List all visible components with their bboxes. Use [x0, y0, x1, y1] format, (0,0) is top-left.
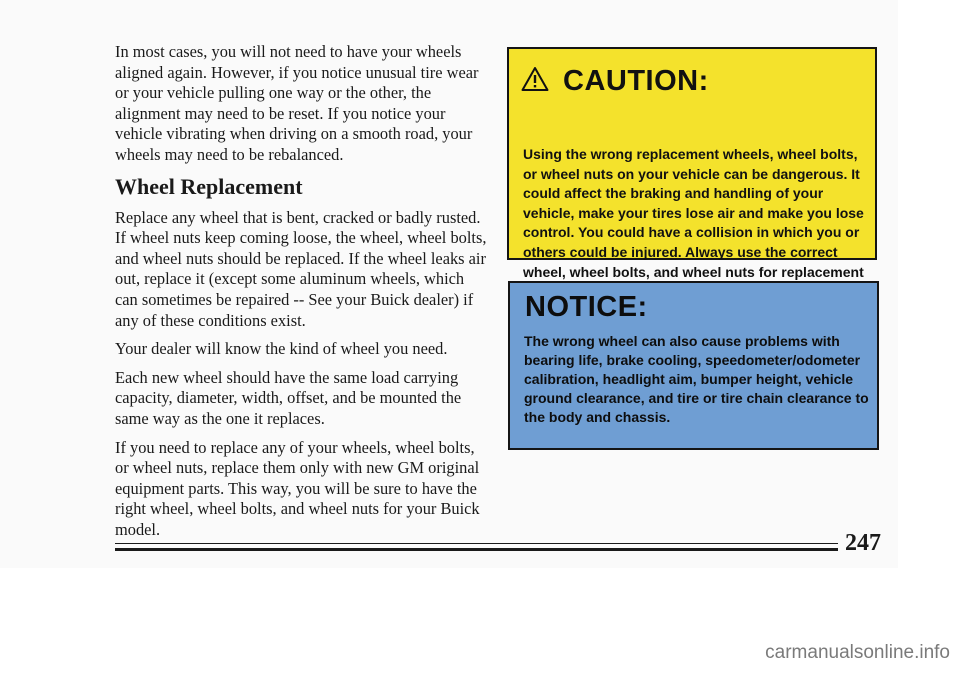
watermark: carmanualsonline.info [765, 642, 950, 663]
body-paragraph-1: Replace any wheel that is bent, cracked or badly rusted. If wheel nuts keep coming loose, the wheel, wheel bolts, and wheel nuts should be replaced. If the wheel leaks air out, replace it (except some aluminum wheels, which can sometimes be repaired -- See your Buick dealer) if any of these conditions exist. [115, 207, 487, 330]
body-paragraph-3: Each new wheel should have the same load carrying capacity, diameter, width, offset, and be mounted the same way as the one it replaces. [115, 367, 462, 428]
warning-triangle-icon [521, 66, 549, 97]
left-column [115, 42, 490, 548]
page-number: 247 [845, 530, 881, 556]
caution-title: CAUTION: [563, 65, 709, 97]
footer-rule-thick [115, 548, 838, 551]
body-paragraph-2: Your dealer will know the kind of wheel you need. [115, 339, 448, 359]
caution-box [507, 47, 877, 280]
footer-rule-thin [115, 543, 838, 544]
notice-title: NOTICE: [525, 291, 648, 323]
intro-paragraph: In most cases, you will not need to have your wheels aligned again. However, if you notice unusual tire wear or your vehicle pulling one way or the other, the alignment may need to be reset. If you notice your vehicle vibrating when driving on a smooth road, your wheels may need to be rebalanced. [115, 42, 479, 164]
notice-body: The wrong wheel can also cause problems with bearing life, brake cooling, speedometer/odometer calibration, headlight aim, bumper height, vehicle ground clearance, and tire or tire chain clearance to the body and chassis. [524, 333, 869, 425]
notice-box [508, 281, 879, 450]
body-paragraph-4: If you need to replace any of your wheels, wheel bolts, or wheel nuts, replace them only with new GM original equipment parts. This way, you will be sure to have the right wheel, wheel bolts, and wheel nuts for your Buick model. [115, 437, 480, 539]
caution-body: Using the wrong replacement wheels, wheel bolts, or wheel nuts on your vehicle can be dangerous. It could affect the braking and handling of your vehicle, make your tires lose air and make you lose control. You could have a collision in which you or others could be injured. Always use the correct wheel, wheel bolts, and wheel nuts for replacement [523, 146, 864, 280]
section-heading: Wheel Replacement [115, 173, 303, 199]
caution-header [521, 65, 709, 98]
